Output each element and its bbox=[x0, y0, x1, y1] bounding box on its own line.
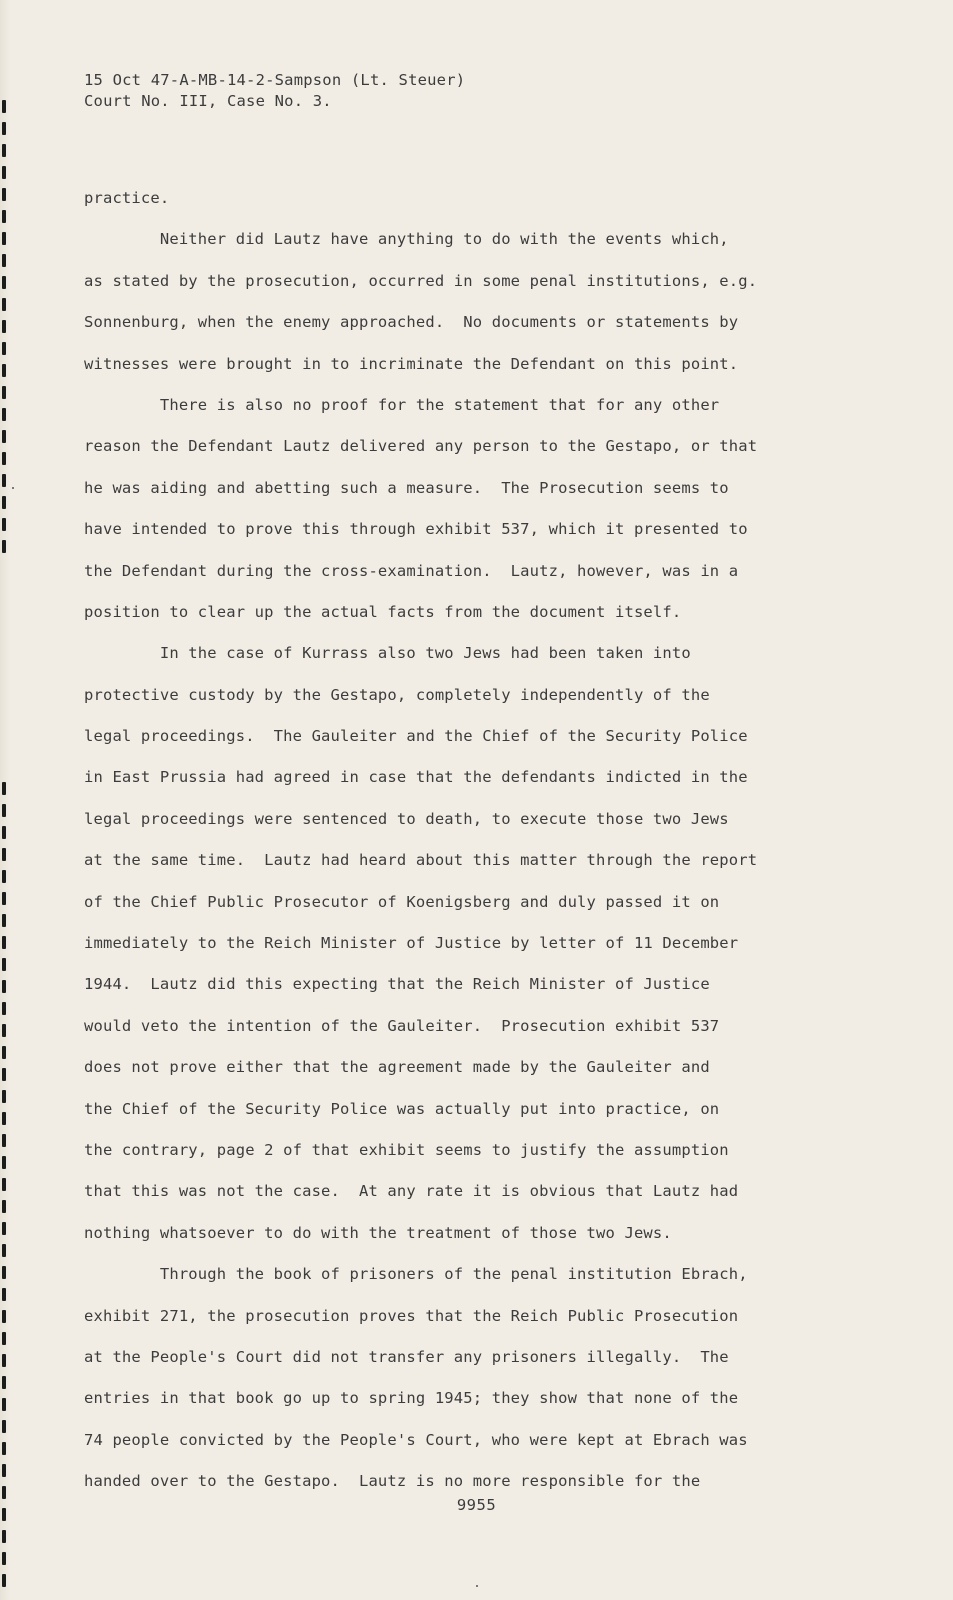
binding-hole bbox=[2, 1420, 6, 1433]
binding-hole bbox=[2, 1134, 6, 1147]
binding-hole bbox=[2, 1266, 6, 1279]
binding-hole bbox=[2, 166, 6, 179]
binding-hole bbox=[2, 936, 6, 949]
binding-hole bbox=[2, 1222, 6, 1235]
body-line: the Chief of the Security Police was actually put into practice, on bbox=[84, 1099, 720, 1118]
body-line: of the Chief Public Prosecutor of Koenigsberg and duly passed it on bbox=[84, 892, 720, 911]
binding-hole bbox=[2, 1156, 6, 1169]
binding-hole bbox=[2, 188, 6, 201]
body-line: would veto the intention of the Gauleiter. Prosecution exhibit 537 bbox=[84, 1016, 720, 1035]
binding-hole bbox=[2, 848, 6, 861]
binding-hole bbox=[2, 1398, 6, 1411]
body-line: in East Prussia had agreed in case that the defendants indicted in the bbox=[84, 768, 748, 787]
body-line: as stated by the prosecution, occurred in some penal institutions, e.g. bbox=[84, 271, 758, 290]
document-header bbox=[84, 70, 465, 112]
binding-hole bbox=[2, 1376, 6, 1389]
binding-hole bbox=[2, 518, 6, 531]
body-line: that this was not the case. At any rate it is obvious that Lautz had bbox=[84, 1182, 739, 1201]
binding-hole bbox=[2, 1332, 6, 1345]
binding-strip bbox=[0, 0, 10, 1600]
body-line: have intended to prove this through exhibit 537, which it presented to bbox=[84, 520, 748, 539]
paper-speck bbox=[476, 1585, 478, 1587]
binding-hole bbox=[2, 144, 6, 157]
body-line: Sonnenburg, when the enemy approached. No documents or statements by bbox=[84, 313, 739, 332]
binding-hole bbox=[2, 342, 6, 355]
body-line: witnesses were brought in to incriminate the Defendant on this point. bbox=[84, 354, 739, 373]
binding-hole bbox=[2, 980, 6, 993]
binding-hole bbox=[2, 1112, 6, 1125]
binding-hole bbox=[2, 1090, 6, 1103]
body-line: he was aiding and abetting such a measure. The Prosecution seems to bbox=[84, 478, 729, 497]
binding-hole bbox=[2, 1068, 6, 1081]
binding-hole bbox=[2, 1178, 6, 1191]
binding-hole bbox=[2, 1046, 6, 1059]
binding-hole bbox=[2, 298, 6, 311]
binding-hole bbox=[2, 496, 6, 509]
page-number: 9955 bbox=[456, 1496, 497, 1514]
binding-hole bbox=[2, 122, 6, 135]
binding-hole bbox=[2, 1464, 6, 1477]
body-line: at the People's Court did not transfer any prisoners illegally. The bbox=[84, 1347, 729, 1366]
binding-hole bbox=[2, 1002, 6, 1015]
binding-hole bbox=[2, 210, 6, 223]
binding-hole bbox=[2, 1244, 6, 1257]
binding-hole bbox=[2, 1200, 6, 1213]
binding-hole bbox=[2, 958, 6, 971]
binding-hole bbox=[2, 892, 6, 905]
binding-hole bbox=[2, 1310, 6, 1323]
binding-hole bbox=[2, 540, 6, 553]
body-line: Through the book of prisoners of the penal institution Ebrach, bbox=[84, 1265, 748, 1284]
binding-hole bbox=[2, 1354, 6, 1367]
body-line: does not prove either that the agreement made by the Gauleiter and bbox=[84, 1058, 710, 1077]
body-line: the contrary, page 2 of that exhibit seems to justify the assumption bbox=[84, 1140, 729, 1159]
binding-hole bbox=[2, 232, 6, 245]
body-line: handed over to the Gestapo. Lautz is no more responsible for the bbox=[84, 1472, 701, 1491]
body-line: at the same time. Lautz had heard about this matter through the report bbox=[84, 851, 758, 870]
body-line: legal proceedings. The Gauleiter and the Chief of the Security Police bbox=[84, 727, 748, 746]
body-line: position to clear up the actual facts from the document itself. bbox=[84, 602, 682, 621]
body-line: protective custody by the Gestapo, completely independently of the bbox=[84, 685, 710, 704]
binding-hole bbox=[2, 254, 6, 267]
body-line: immediately to the Reich Minister of Justice by letter of 11 December bbox=[84, 934, 739, 953]
binding-hole bbox=[2, 1442, 6, 1455]
binding-hole bbox=[2, 1530, 6, 1543]
binding-hole bbox=[2, 100, 6, 113]
binding-hole bbox=[2, 804, 6, 817]
body-line: Neither did Lautz have anything to do with the events which, bbox=[84, 230, 729, 249]
binding-hole bbox=[2, 386, 6, 399]
binding-hole bbox=[2, 474, 6, 487]
body-line: practice. bbox=[84, 189, 170, 207]
binding-hole bbox=[2, 430, 6, 443]
binding-hole bbox=[2, 914, 6, 927]
binding-hole bbox=[2, 452, 6, 465]
document-body bbox=[84, 178, 924, 1503]
binding-hole bbox=[2, 1552, 6, 1565]
body-line: There is also no proof for the statement that for any other bbox=[84, 395, 720, 414]
body-line: entries in that book go up to spring 1945; they show that none of the bbox=[84, 1389, 739, 1408]
header-court-line: Court No. III, Case No. 3. bbox=[84, 92, 332, 110]
body-line: reason the Defendant Lautz delivered any person to the Gestapo, or that bbox=[84, 437, 758, 456]
body-line: In the case of Kurrass also two Jews had been taken into bbox=[84, 644, 691, 663]
body-line: exhibit 271, the prosecution proves that the Reich Public Prosecution bbox=[84, 1306, 739, 1325]
header-reference-line: 15 Oct 47-A-MB-14-2-Sampson (Lt. Steuer) bbox=[84, 71, 466, 89]
body-line: 1944. Lautz did this expecting that the Reich Minister of Justice bbox=[84, 975, 710, 994]
binding-hole bbox=[2, 320, 6, 333]
body-line: 74 people convicted by the People's Court, who were kept at Ebrach was bbox=[84, 1430, 748, 1449]
binding-hole bbox=[2, 870, 6, 883]
binding-hole bbox=[2, 826, 6, 839]
margin-mark bbox=[12, 487, 14, 489]
body-line: nothing whatsoever to do with the treatment of those two Jews. bbox=[84, 1223, 672, 1242]
body-line: legal proceedings were sentenced to death, to execute those two Jews bbox=[84, 809, 729, 828]
binding-hole bbox=[2, 782, 6, 795]
binding-hole bbox=[2, 364, 6, 377]
binding-hole bbox=[2, 1574, 6, 1587]
binding-hole bbox=[2, 276, 6, 289]
binding-hole bbox=[2, 1288, 6, 1301]
binding-hole bbox=[2, 1024, 6, 1037]
body-line: the Defendant during the cross-examination. Lautz, however, was in a bbox=[84, 561, 739, 580]
binding-hole bbox=[2, 408, 6, 421]
